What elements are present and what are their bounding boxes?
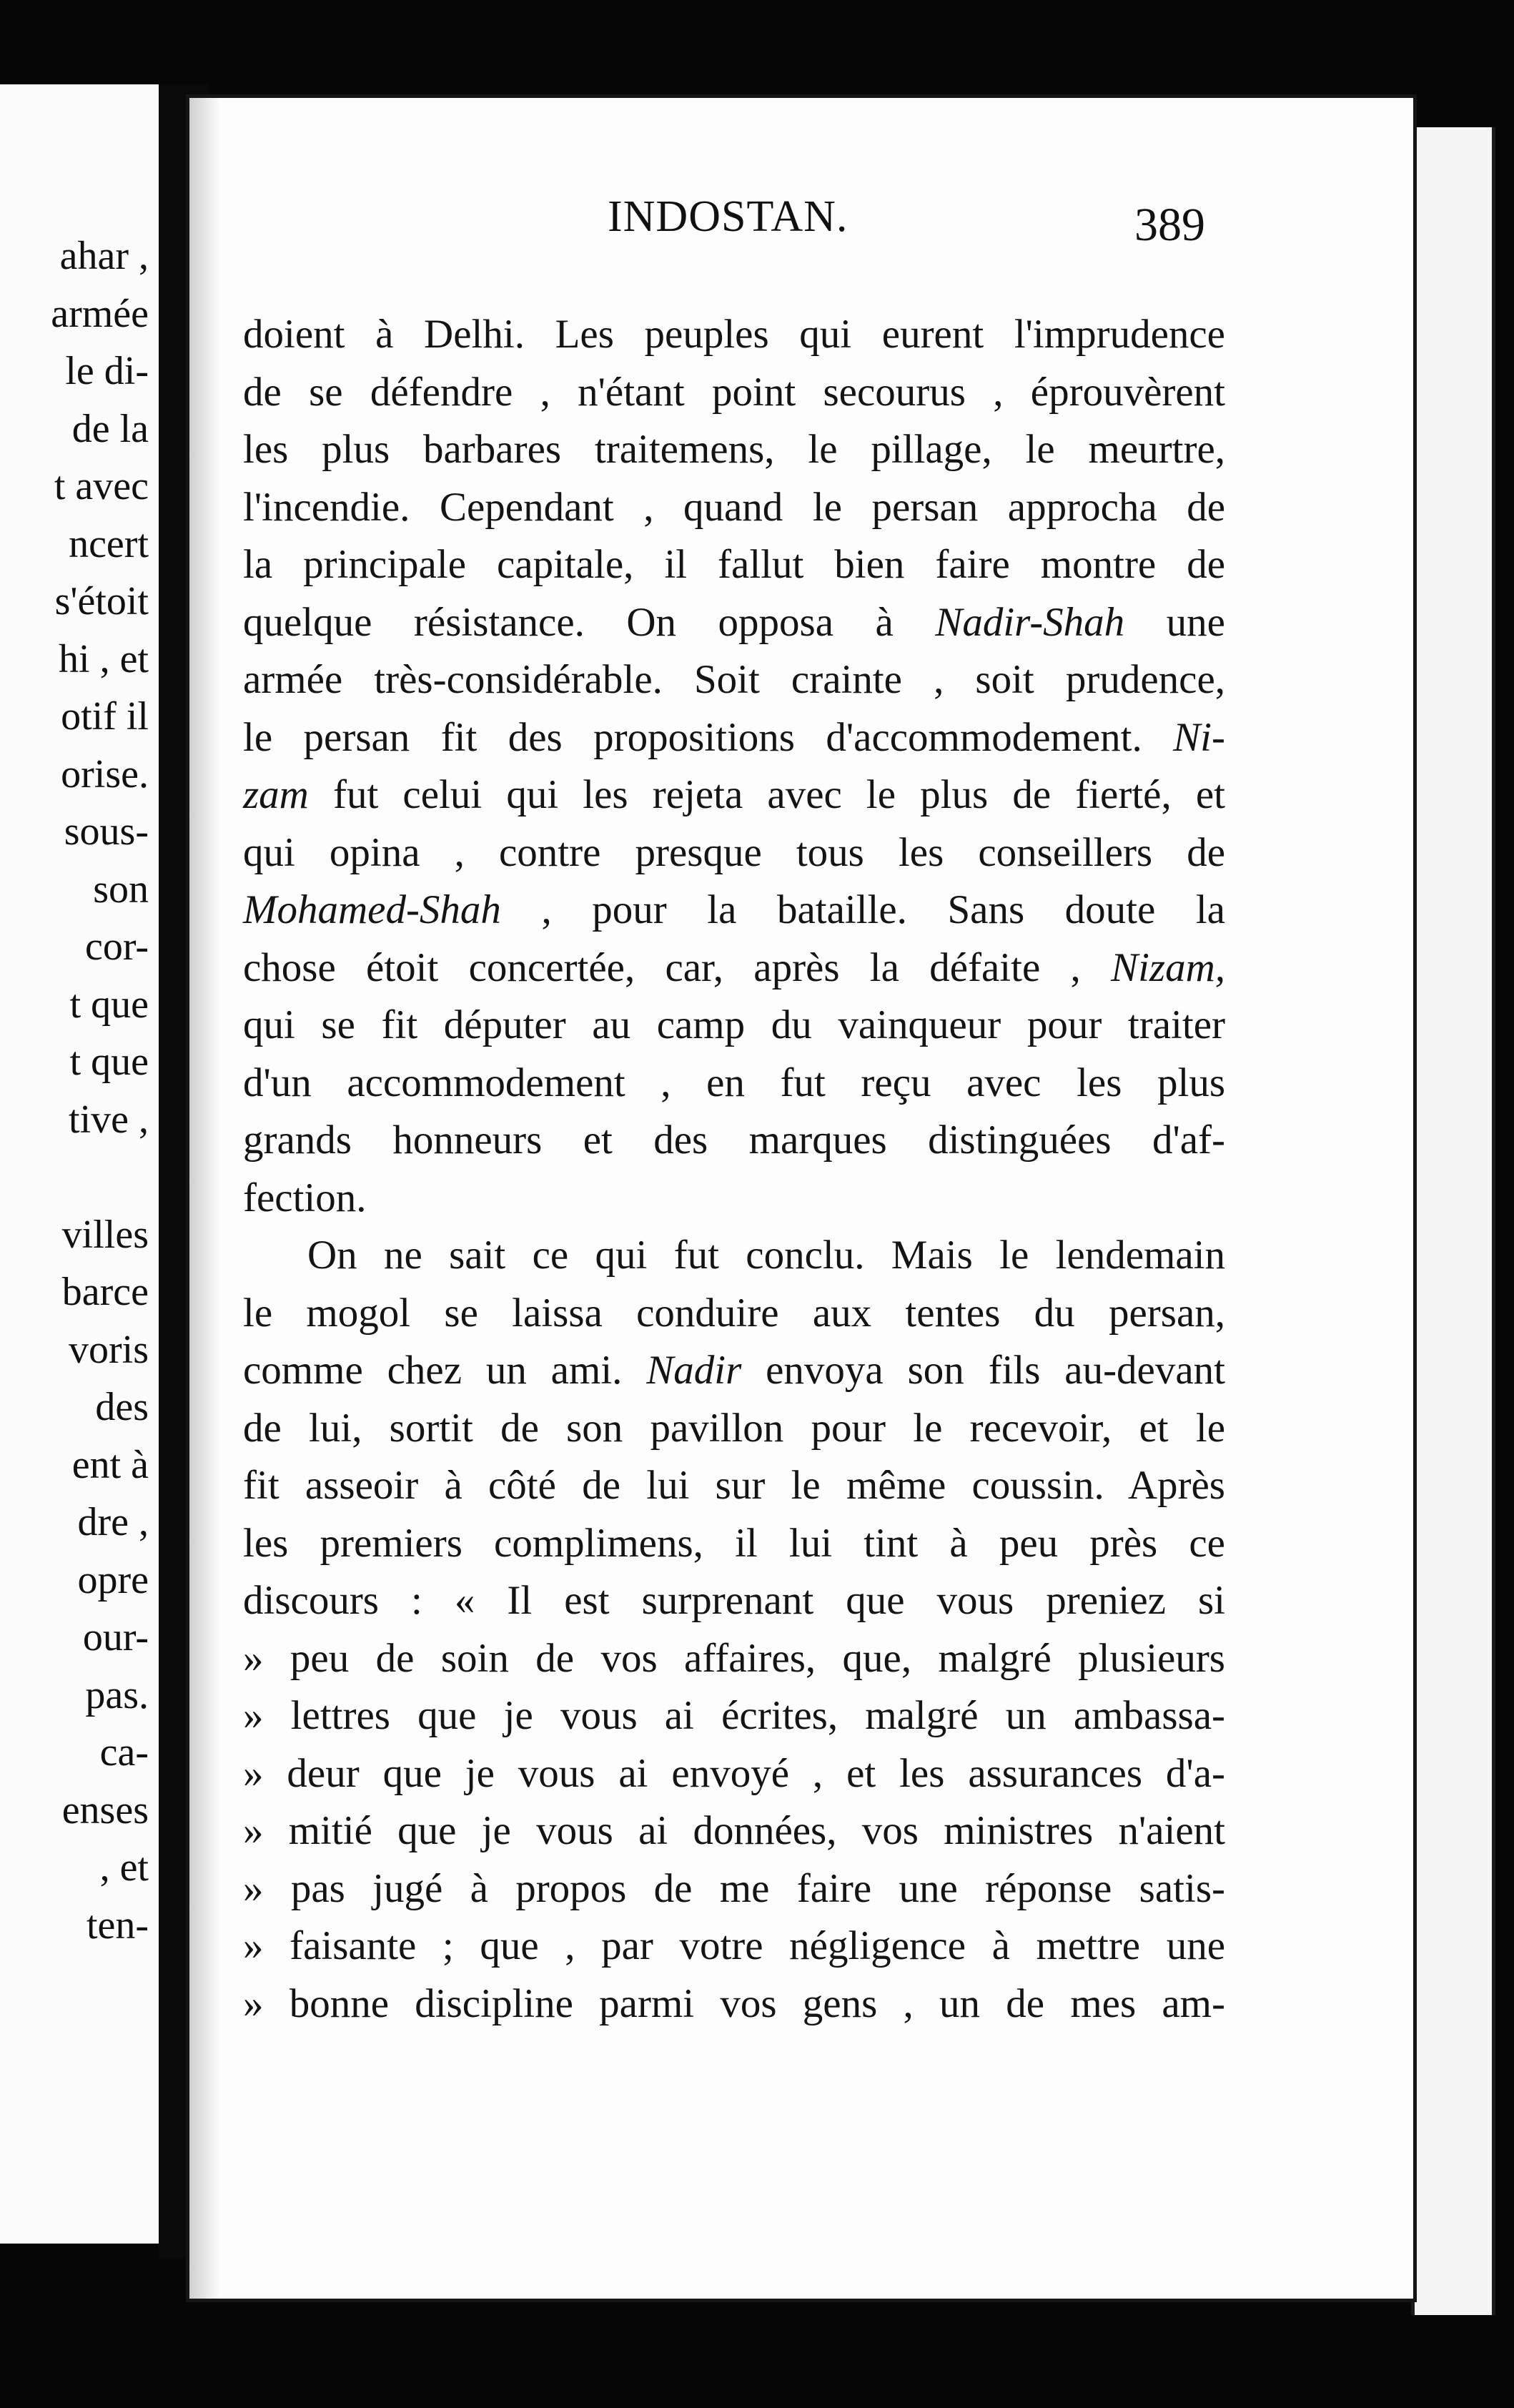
page-edge <box>1411 127 1495 2315</box>
text-line <box>243 1745 1225 1803</box>
text-run: » faisante ; que , par votre négligence à mettre une <box>243 1923 1225 1968</box>
text-line <box>243 1342 1225 1400</box>
left-page-line: ent à <box>71 1442 149 1487</box>
text-run: qui se fit députer au camp du vainqueur pour traiter <box>243 1002 1225 1047</box>
left-page-line: son <box>93 867 149 912</box>
left-page-line: orise. <box>61 751 149 796</box>
text-run: quelque résistance. On opposa à <box>243 599 936 645</box>
text-run: fut celui qui les rejeta avec le plus de fierté, et <box>308 772 1225 817</box>
text-run: » pas jugé à propos de me faire une réponse satis- <box>243 1865 1225 1911</box>
text-run: , pour la bataille. Sans doute la <box>500 887 1225 932</box>
text-run: envoya son fils au-devant <box>741 1348 1225 1393</box>
text-line <box>243 997 1225 1055</box>
text-run: grands honneurs et des marques distinguées d'af- <box>243 1117 1225 1163</box>
text-run: » peu de soin de vos affaires, que, malgré plusieurs <box>243 1635 1225 1681</box>
left-page-line: opre <box>77 1557 149 1602</box>
text-line <box>243 1055 1225 1112</box>
text-run: On ne sait ce qui fut conclu. Mais le lendemain <box>307 1233 1225 1278</box>
page-number: 389 <box>1134 199 1205 251</box>
italic-name: Nadir <box>646 1348 742 1393</box>
left-page-line: s'étoit <box>54 579 149 623</box>
text-run: d'un accommodement , en fut reçu avec les plus <box>243 1060 1225 1105</box>
left-page-line: barce <box>61 1270 149 1314</box>
text-line <box>243 1860 1225 1918</box>
text-run: doient à Delhi. Les peuples qui eurent l'imprudence <box>243 312 1225 357</box>
left-page-line: otif il <box>61 694 149 739</box>
text-line <box>243 1285 1225 1343</box>
text-line <box>243 1112 1225 1170</box>
text-line <box>243 479 1225 537</box>
text-line <box>243 1457 1225 1515</box>
left-page-line: enses <box>61 1787 149 1832</box>
text-run: une <box>1124 599 1225 645</box>
text-line <box>243 1227 1225 1285</box>
text-run: les premiers complimens, il lui tint à peu près ce <box>243 1520 1225 1566</box>
text-line <box>243 536 1225 594</box>
left-page-line: cor- <box>84 924 149 969</box>
italic-name: Nizam, <box>1111 944 1225 990</box>
text-run: de lui, sortit de son pavillon pour le recevoir, et le <box>243 1405 1225 1451</box>
text-run: » mitié que je vous ai données, vos ministres n'aient <box>243 1808 1225 1853</box>
left-page-line: t que <box>69 1040 149 1084</box>
left-page-line: t avec <box>54 464 149 508</box>
left-page-line: ten- <box>86 1903 149 1948</box>
text-line <box>243 882 1225 939</box>
text-line <box>243 421 1225 479</box>
text-line <box>243 1572 1225 1630</box>
left-page-line: des <box>95 1385 149 1429</box>
text-run: le mogol se laissa conduire aux tentes du persan, <box>243 1290 1225 1336</box>
text-line <box>243 306 1225 364</box>
left-page-line: hi , et <box>59 636 149 681</box>
text-line <box>243 1802 1225 1860</box>
text-line <box>243 939 1225 997</box>
text-run: les plus barbares traitemens, le pillage, le meurtre, <box>243 427 1225 472</box>
text-line <box>243 1918 1225 1975</box>
text-run: l'incendie. Cependant , quand le persan approcha de <box>243 484 1225 530</box>
text-run: qui opina , contre presque tous les conseillers de <box>243 829 1225 875</box>
left-page-line: ca- <box>99 1730 149 1775</box>
text-run: fection. <box>243 1175 367 1220</box>
left-page-line: sous- <box>64 809 149 854</box>
text-line <box>243 824 1225 882</box>
text-line <box>243 766 1225 824</box>
text-line <box>243 709 1225 767</box>
text-run: chose étoit concertée, car, après la défaite , <box>243 944 1112 990</box>
text-line <box>243 651 1225 709</box>
text-run: » bonne discipline parmi vos gens , un de mes am- <box>243 1980 1225 2026</box>
text-line <box>243 1400 1225 1458</box>
italic-name: Mohamed-Shah <box>243 887 501 932</box>
text-line <box>243 1975 1225 2033</box>
left-page-line: t que <box>69 982 149 1027</box>
left-page-line: de la <box>71 406 149 451</box>
text-run: le persan fit des propositions d'accommodement. <box>243 714 1174 760</box>
text-line <box>243 594 1225 652</box>
text-run: fit asseoir à côté de lui sur le même coussin. Après <box>243 1463 1225 1508</box>
body-text <box>243 306 1225 2033</box>
left-page-line: voris <box>69 1327 149 1372</box>
italic-name: Nadir-Shah <box>935 599 1125 645</box>
text-run: comme chez un ami. <box>243 1348 647 1393</box>
left-page-line: armée <box>51 291 149 336</box>
previous-page-fragment <box>0 84 162 2244</box>
left-page-line: pas. <box>85 1672 149 1717</box>
left-page-line: ahar , <box>59 234 149 278</box>
left-page-line: le di- <box>65 349 149 393</box>
left-page-line: tive , <box>69 1097 149 1142</box>
text-line <box>243 364 1225 422</box>
running-head: INDOSTAN. <box>608 192 848 241</box>
left-page-line: dre , <box>77 1500 149 1544</box>
text-run: » deur que je vous ai envoyé , et les assurances d'a- <box>243 1750 1225 1796</box>
text-run: la principale capitale, il fallut bien faire montre de <box>243 542 1225 587</box>
text-run: armée très-considérable. Soit crainte , soit prudence, <box>243 657 1225 702</box>
text-run: discours : « Il est surprenant que vous preniez si <box>243 1578 1225 1623</box>
left-page-line: ncert <box>69 521 149 566</box>
text-line <box>243 1630 1225 1688</box>
italic-name: Ni- <box>1173 714 1225 760</box>
text-line <box>243 1515 1225 1573</box>
left-page-line: our- <box>82 1615 149 1659</box>
text-run: » lettres que je vous ai écrites, malgré un ambassa- <box>243 1693 1225 1738</box>
text-line <box>243 1687 1225 1745</box>
left-page-line: , et <box>99 1845 149 1890</box>
left-page-line: villes <box>61 1212 149 1257</box>
italic-name: zam <box>243 772 309 817</box>
text-line <box>243 1170 1225 1228</box>
text-run: de se défendre , n'étant point secourus , éprouvèrent <box>243 369 1225 415</box>
